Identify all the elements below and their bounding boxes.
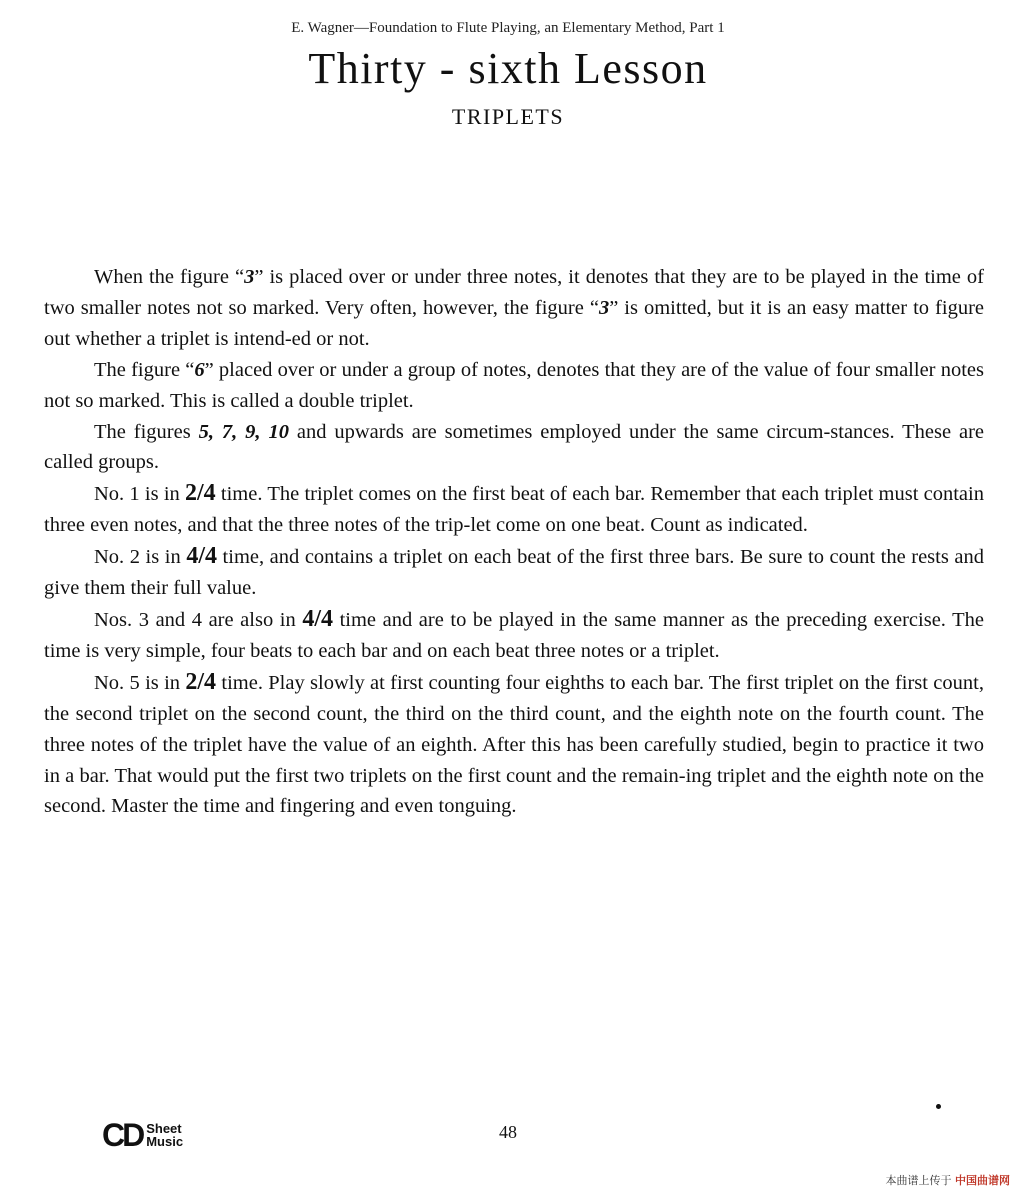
text-run: time and are to be played in the same manner as the preceding exercise. The time is very simple, four beats to each bar and on each beat three notes or a triplet. [44, 608, 985, 662]
figure-number: 5, 7, 9, 10 [198, 420, 289, 443]
figure-number: 3 [244, 266, 255, 288]
lesson-body [44, 262, 984, 822]
text-run: ” is omitted, but it is an easy matter to figure out whether a triplet is intend-ed or not. [44, 296, 984, 350]
text-run: time. Play slowly at first counting four eighths to each bar. The first triplet on the first count, the second triplet on the second count, the third on the third count, and the eighth note on the fourth count. The three notes of the triplet have the value of an eighth. After this has been carefully studied, begin to practice it two in a bar. That would put the first two triplets on the first count and the remain-ing triplet and the eighth note on the second. Master the time and fingering and even tonguing. [44, 671, 984, 818]
text-run: time, and contains a triplet on each beat of the first three bars. Be sure to count the rests and give them their full value. [44, 546, 984, 600]
text-run: Nos. 3 and 4 are also in [94, 608, 303, 631]
figure-number: 3 [598, 296, 610, 319]
text-run: The figures [94, 420, 199, 443]
running-head: E. Wagner—Foundation to Flute Playing, an Elementary Method, Part 1 [291, 20, 725, 36]
lesson-subtitle: TRIPLETS [451, 104, 565, 129]
site-watermark [886, 1172, 1011, 1188]
logo-mark: CD [102, 1117, 143, 1153]
time-signature: 2/4 [185, 480, 216, 507]
paragraph-exercise-3-4 [44, 604, 984, 667]
time-signature: 4/4 [186, 543, 217, 570]
text-run: time. The triplet comes on the first beat of each bar. Remember that each triplet must contain three even notes, and that the three notes of the trip-let come on one beat. Count as indicated. [44, 483, 984, 537]
stray-dot-mark [936, 1104, 941, 1109]
logo-line-sheet: Sheet [146, 1121, 182, 1136]
watermark-brand: 中国曲谱网 [955, 1174, 1010, 1187]
text-run: ” placed over or under a group of notes, denotes that they are of the value of four smaller notes not so marked. This is called a double triplet. [44, 358, 984, 412]
watermark-prefix: 本曲谱上传于 [885, 1174, 952, 1187]
text-run: ” is placed over or under three notes, it denotes that they are to be played in the time of two smaller notes not so marked. Very often, however, the figure “ [44, 266, 984, 319]
text-run: When the figure “ [94, 266, 245, 288]
paragraph-exercise-5 [44, 667, 984, 823]
time-signature: 2/4 [185, 668, 217, 695]
paragraph-exercise-1 [44, 478, 984, 541]
lesson-title: Thirty - sixth Lesson [308, 44, 708, 93]
text-run: No. 1 is in [94, 483, 185, 506]
paragraph-double-triplet [44, 355, 984, 417]
text-run: The figure “ [94, 358, 195, 381]
paragraph-triplet-definition [44, 262, 984, 355]
time-signature: 4/4 [302, 605, 333, 632]
text-run: and upwards are sometimes employed under the same circum-stances. These are called groups. [44, 420, 985, 474]
text-run: No. 5 is in [94, 671, 186, 694]
paragraph-groups [44, 417, 984, 479]
text-run: No. 2 is in [94, 546, 187, 569]
logo-line-music: Music [146, 1134, 184, 1149]
page-number: 48 [499, 1122, 517, 1142]
paragraph-exercise-2 [44, 541, 984, 604]
figure-number: 6 [194, 358, 205, 381]
